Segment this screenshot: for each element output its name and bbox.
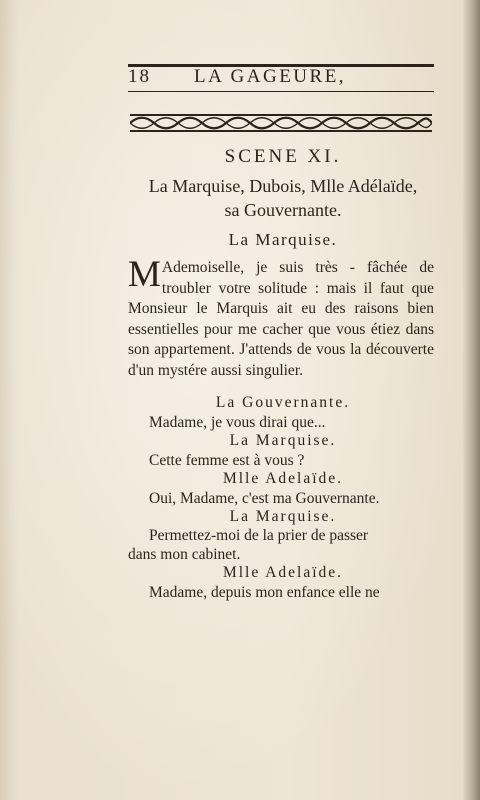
header-rule-bottom [128, 91, 434, 92]
speech-line: dans mon cabinet. [128, 546, 241, 563]
running-header [128, 66, 434, 90]
scene-title: SCENE XI. [224, 146, 342, 167]
speaker-name: La Marquise. [229, 508, 337, 525]
speaker-name: Mlle Adelaïde. [222, 470, 344, 487]
cast-list [128, 174, 438, 222]
speech-line: Madame, depuis mon enfance elle ne [149, 584, 380, 601]
speaker-name: Mlle Adelaïde. [222, 564, 344, 581]
speech-paragraph [128, 254, 434, 381]
speaker-name: La Gouvernante. [215, 394, 351, 411]
speech-line: Madame, je vous dirai que... [149, 414, 326, 431]
running-title: LA GAGEURE, [194, 66, 347, 87]
speaker-name: La Marquise. [229, 432, 337, 449]
drop-cap: M [128, 254, 161, 295]
cast-line: La Marquise, Dubois, Mlle Adélaïde, [148, 176, 418, 196]
ornament-band-icon [130, 113, 432, 133]
page-gutter-shadow [462, 0, 480, 800]
speech-line: Oui, Madame, c'est ma Gouvernante. [149, 490, 380, 507]
speech-text: Ademoiselle, je suis très - fâchée de troubler votre solitude : mais il faut que Monsieur le Marquis ait eu des raisons bien essentielles pour me cacher que vous étiez dans son appartement. J'attends de vous la découverte d'un mystére aussi singulier. [128, 259, 434, 379]
speaker-name: La Marquise. [228, 230, 338, 249]
page-number: 18 [128, 66, 151, 87]
cast-line: sa Gouvernante. [224, 200, 342, 220]
speech-line: Cette femme est à vous ? [149, 452, 305, 469]
speech-line: Permettez-moi de la prier de passer [149, 527, 369, 544]
